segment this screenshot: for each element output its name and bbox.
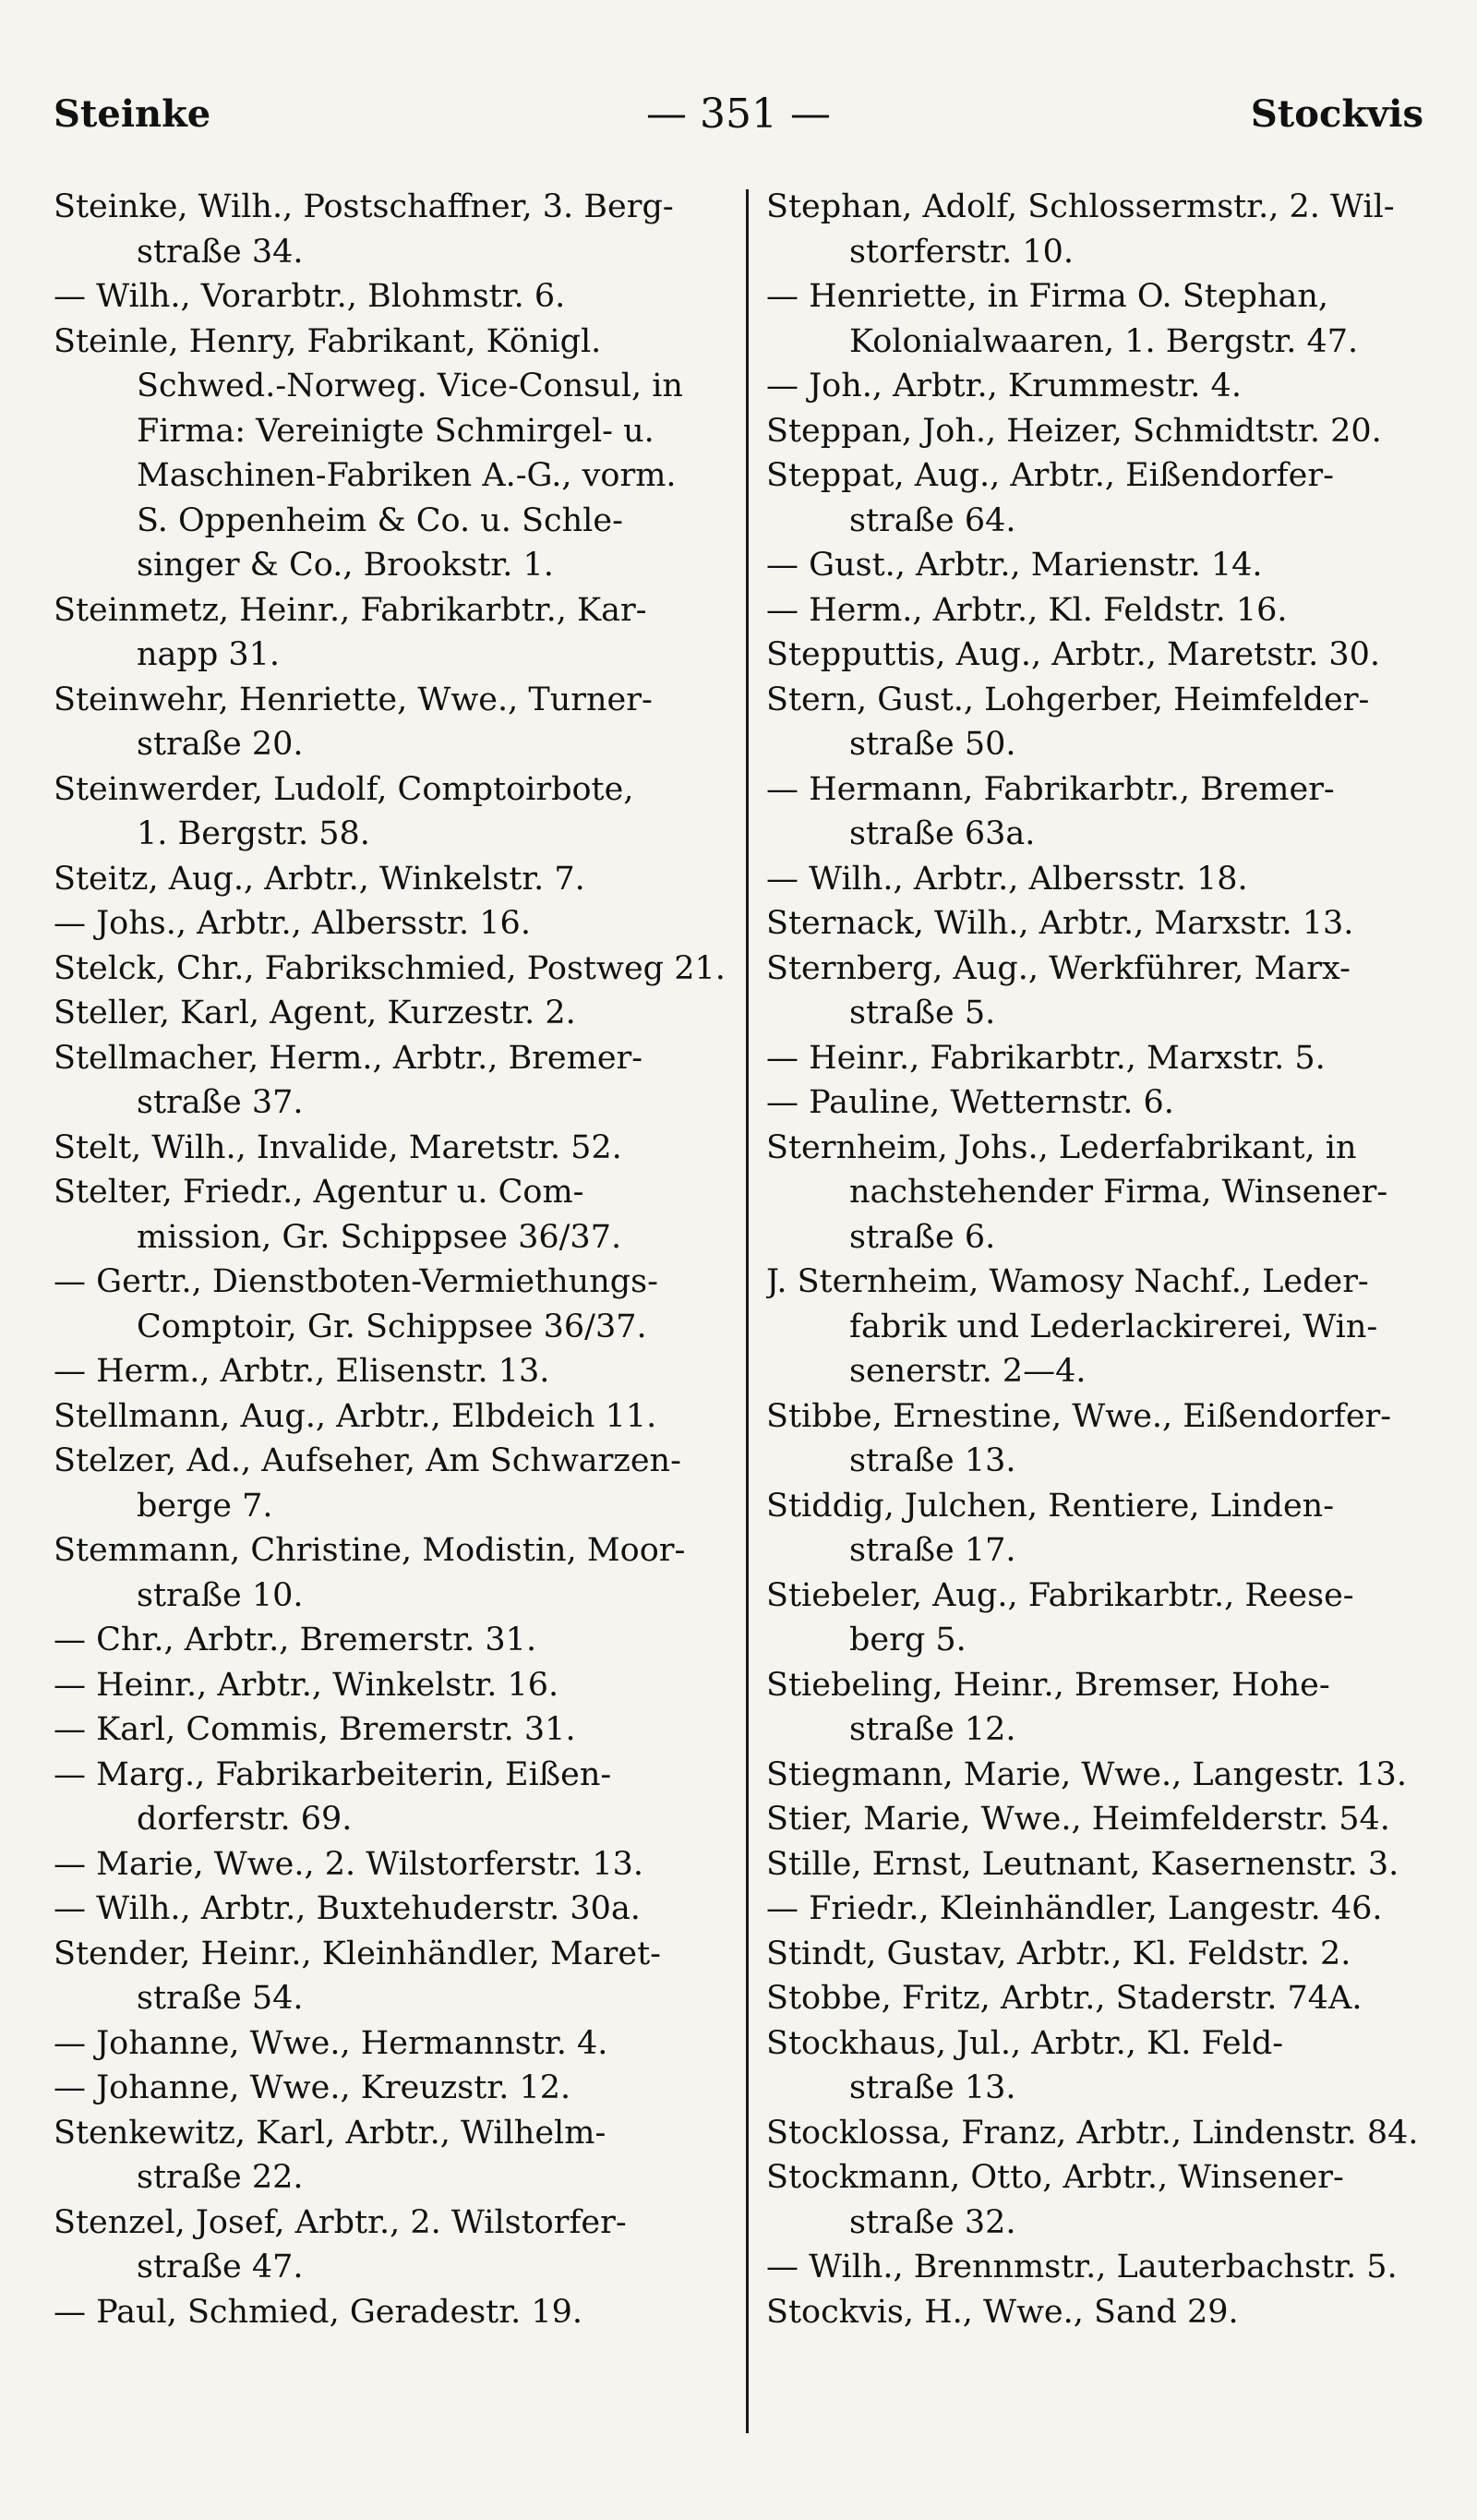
entry-continuation-line: Schwed.-Norweg. Vice-Consul, in: [137, 368, 683, 404]
entry-continuation-line: straße 10.: [137, 1576, 304, 1614]
entry-line: Stille, Ernst, Leutnant, Kasernenstr. 3.: [766, 1845, 1399, 1883]
entry-line: Stobbe, Fritz, Arbtr., Staderstr. 74A.: [766, 1980, 1363, 2017]
entry-line: Steinwehr, Henriette, Wwe., Turner-: [54, 681, 653, 718]
entry-line: — Pauline, Wetternstr. 6.: [766, 1084, 1174, 1121]
entry-line: — Herm., Arbtr., Kl. Feldstr. 16.: [766, 591, 1288, 629]
entry-line: Stepputtis, Aug., Arbtr., Maretstr. 30.: [766, 636, 1381, 673]
entry-line: — Heinr., Arbtr., Winkelstr. 16.: [54, 1666, 559, 1704]
entry-line: — Johanne, Wwe., Kreuzstr. 12.: [54, 2069, 571, 2106]
entry-line: Steinle, Henry, Fabrikant, Königl.: [54, 322, 602, 360]
entry-line: — Marg., Fabrikarbeiterin, Eißen-: [54, 1755, 612, 1793]
entry-line: — Wilh., Arbtr., Buxtehuderstr. 30a.: [54, 1890, 641, 1927]
entry-continuation-line: senerstr. 2—4.: [849, 1353, 1087, 1390]
entry-continuation-line: Comptoir, Gr. Schippsee 36/37.: [137, 1308, 647, 1345]
entry-line: Stenzel, Josef, Arbtr., 2. Wilstorfer-: [54, 2203, 627, 2241]
entry-continuation-line: straße 13.: [849, 2069, 1016, 2106]
entry-continuation-line: napp 31.: [137, 636, 281, 673]
entry-continuation-line: straße 50.: [849, 726, 1016, 763]
entry-line: — Johanne, Wwe., Hermannstr. 4.: [54, 2024, 608, 2062]
running-head-right: Stockvis: [1250, 92, 1423, 136]
entry-continuation-line: straße 64.: [849, 501, 1016, 539]
entry-line: Stiebeler, Aug., Fabrikarbtr., Reese-: [766, 1576, 1354, 1614]
entry-line: Stephan, Adolf, Schlossermstr., 2. Wil-: [766, 188, 1395, 225]
entry-continuation-line: straße 63a.: [849, 815, 1036, 852]
entry-line: Stocklossa, Franz, Arbtr., Lindenstr. 84.: [766, 2114, 1419, 2152]
entry-line: — Wilh., Arbtr., Albersstr. 18.: [766, 860, 1248, 898]
entry-line: Steppan, Joh., Heizer, Schmidtstr. 20.: [766, 412, 1382, 450]
entry-continuation-line: straße 37.: [137, 1084, 304, 1121]
entry-line: Stemmann, Christine, Modistin, Moor-: [54, 1532, 686, 1569]
entry-line: — Joh., Arbtr., Krummestr. 4.: [766, 368, 1242, 404]
entry-line: Stockhaus, Jul., Arbtr., Kl. Feld-: [766, 2024, 1284, 2062]
entry-continuation-line: 1. Bergstr. 58.: [137, 815, 370, 852]
entry-continuation-line: straße 12.: [849, 1711, 1016, 1748]
entry-continuation-line: S. Oppenheim & Co. u. Schle-: [137, 501, 623, 539]
entry-line: Steller, Karl, Agent, Kurzestr. 2.: [54, 995, 576, 1031]
entry-line: Sternack, Wilh., Arbtr., Marxstr. 13.: [766, 905, 1354, 942]
entry-line: Stiebeling, Heinr., Bremser, Hohe-: [766, 1666, 1330, 1704]
entry-line: — Marie, Wwe., 2. Wilstorferstr. 13.: [54, 1845, 644, 1883]
entry-line: Steitz, Aug., Arbtr., Winkelstr. 7.: [54, 860, 585, 898]
entry-line: Stelt, Wilh., Invalide, Maretstr. 52.: [54, 1128, 622, 1166]
entry-continuation-line: straße 32.: [849, 2203, 1016, 2241]
entry-line: — Karl, Commis, Bremerstr. 31.: [54, 1711, 576, 1748]
running-head-left: Steinke: [54, 92, 211, 136]
entry-line: Steinwerder, Ludolf, Comptoirbote,: [54, 770, 634, 808]
entry-continuation-line: nachstehender Firma, Winsener-: [849, 1174, 1388, 1211]
right-column: [766, 185, 1427, 2334]
entry-continuation-line: mission, Gr. Schippsee 36/37.: [137, 1218, 622, 1256]
entry-continuation-line: straße 6.: [849, 1218, 996, 1256]
entry-line: Stiddig, Julchen, Rentiere, Linden-: [766, 1487, 1335, 1525]
entry-line: Stelck, Chr., Fabrikschmied, Postweg 21.: [54, 949, 726, 987]
entry-line: Stier, Marie, Wwe., Heimfelderstr. 54.: [766, 1801, 1390, 1838]
entry-continuation-line: storferstr. 10.: [849, 233, 1075, 271]
column-divider: [746, 189, 749, 2433]
entry-continuation-line: straße 47.: [137, 2249, 304, 2285]
entry-line: — Henriette, in Firma O. Stephan,: [766, 278, 1329, 315]
page-number: — 351 —: [646, 90, 831, 138]
entry-line: — Wilh., Vorarbtr., Blohmstr. 6.: [54, 278, 566, 315]
entry-continuation-line: dorferstr. 69.: [137, 1801, 353, 1838]
entry-line: Stockmann, Otto, Arbtr., Winsener-: [766, 2159, 1344, 2196]
entry-line: Steinke, Wilh., Postschaffner, 3. Berg-: [54, 188, 674, 225]
entry-line: — Hermann, Fabrikarbtr., Bremer-: [766, 770, 1335, 808]
entry-continuation-line: Kolonialwaaren, 1. Bergstr. 47.: [849, 322, 1359, 360]
entry-continuation-line: straße 20.: [137, 726, 304, 763]
entry-continuation-line: berge 7.: [137, 1487, 273, 1525]
entry-line: J. Sternheim, Wamosy Nachf., Leder-: [766, 1263, 1369, 1300]
entry-line: Stellmann, Aug., Arbtr., Elbdeich 11.: [54, 1397, 657, 1435]
entry-line: — Herm., Arbtr., Elisenstr. 13.: [54, 1353, 550, 1390]
entry-line: Stender, Heinr., Kleinhändler, Maret-: [54, 1935, 662, 1972]
entry-line: Stern, Gust., Lohgerber, Heimfelder-: [766, 681, 1370, 718]
left-column: [54, 185, 732, 2334]
entry-line: Steinmetz, Heinr., Fabrikarbtr., Kar-: [54, 591, 647, 629]
entry-line: — Johs., Arbtr., Albersstr. 16.: [54, 905, 531, 942]
entry-line: — Paul, Schmied, Geradestr. 19.: [54, 2293, 583, 2331]
entry-continuation-line: straße 34.: [137, 233, 304, 271]
entry-continuation-line: Firma: Vereinigte Schmirgel- u.: [137, 412, 654, 450]
entry-continuation-line: straße 5.: [849, 995, 996, 1031]
entry-line: — Wilh., Brennmstr., Lauterbachstr. 5.: [766, 2249, 1398, 2285]
entry-continuation-line: fabrik und Lederlackirerei, Win-: [849, 1308, 1378, 1345]
entry-line: Stiegmann, Marie, Wwe., Langestr. 13.: [766, 1755, 1407, 1793]
entry-line: Stibbe, Ernestine, Wwe., Eißendorfer-: [766, 1397, 1392, 1435]
entry-continuation-line: berg 5.: [849, 1622, 967, 1658]
entry-continuation-line: singer & Co., Brookstr. 1.: [137, 547, 554, 584]
entry-line: Steppat, Aug., Arbtr., Eißendorfer-: [766, 457, 1334, 494]
entry-line: Stellmacher, Herm., Arbtr., Bremer-: [54, 1039, 643, 1077]
entry-continuation-line: straße 22.: [137, 2159, 304, 2196]
entry-line: Sternheim, Johs., Lederfabrikant, in: [766, 1128, 1357, 1166]
entry-line: — Friedr., Kleinhändler, Langestr. 46.: [766, 1890, 1383, 1927]
entry-line: Stelter, Friedr., Agentur u. Com-: [54, 1174, 584, 1211]
entry-continuation-line: straße 17.: [849, 1532, 1016, 1569]
entry-line: Stelzer, Ad., Aufseher, Am Schwarzen-: [54, 1442, 681, 1479]
entry-line: — Heinr., Fabrikarbtr., Marxstr. 5.: [766, 1039, 1326, 1077]
entry-line: — Gust., Arbtr., Marienstr. 14.: [766, 547, 1263, 584]
entry-line: — Gertr., Dienstboten-Vermiethungs-: [54, 1263, 658, 1300]
entry-continuation-line: Maschinen-Fabriken A.-G., vorm.: [137, 457, 677, 494]
entry-continuation-line: straße 54.: [137, 1980, 304, 2017]
entry-line: Stockvis, H., Wwe., Sand 29.: [766, 2293, 1239, 2331]
entry-line: — Chr., Arbtr., Bremerstr. 31.: [54, 1622, 537, 1658]
entry-line: Stindt, Gustav, Arbtr., Kl. Feldstr. 2.: [766, 1935, 1351, 1972]
entry-line: Stenkewitz, Karl, Arbtr., Wilhelm-: [54, 2114, 606, 2152]
entry-continuation-line: straße 13.: [849, 1442, 1016, 1479]
entry-line: Sternberg, Aug., Werkführer, Marx-: [766, 949, 1351, 987]
